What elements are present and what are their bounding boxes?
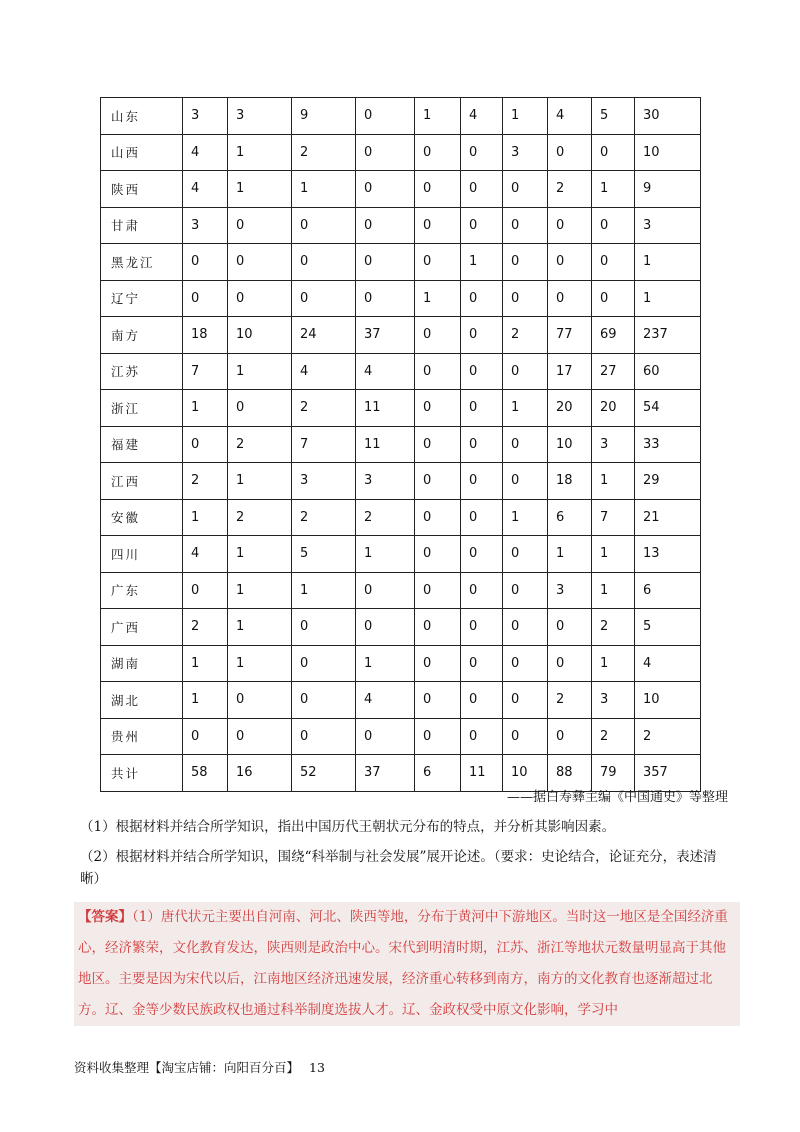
value-cell: 0: [461, 426, 503, 463]
value-cell: 0: [415, 353, 461, 390]
value-cell: 5: [292, 536, 356, 573]
value-cell: 0: [292, 682, 356, 719]
statistics-table: [100, 97, 701, 792]
value-cell: 1: [183, 499, 228, 536]
value-cell: 2: [183, 463, 228, 500]
value-cell: 1: [183, 645, 228, 682]
value-cell: 1: [503, 98, 548, 135]
table-row: [101, 682, 701, 719]
answer-text: （1）唐代状元主要出自河南、河北、陕西等地，分布于黄河中下游地区。当时这一地区是全国经济重心，经济繁荣，文化教育发达，陕西则是政治中心。宋代到明清时期，江苏、浙江等地状元数量明显高于其他地区。主要是因为宋代以后，江南地区经济迅速发展，经济重心转移到南方，南方的文化教育也逐渐超过北方。辽、金等少数民族政权也通过科举制度选拔人才。辽、金政权受中原文化影响，学习中: [78, 909, 728, 1018]
value-cell: 0: [356, 98, 415, 135]
value-cell: 0: [548, 609, 592, 646]
value-cell: 0: [503, 572, 548, 609]
value-cell: 0: [503, 244, 548, 281]
region-cell: 贵州: [101, 718, 183, 755]
value-cell: 5: [635, 609, 701, 646]
value-cell: 27: [592, 353, 635, 390]
region-cell: 广东: [101, 572, 183, 609]
value-cell: 11: [356, 390, 415, 427]
table-row: [101, 317, 701, 354]
region-cell: 四川: [101, 536, 183, 573]
value-cell: 4: [183, 536, 228, 573]
value-cell: 10: [635, 134, 701, 171]
value-cell: 0: [228, 244, 292, 281]
value-cell: 6: [635, 572, 701, 609]
value-cell: 1: [228, 536, 292, 573]
region-cell: 浙江: [101, 390, 183, 427]
value-cell: 0: [548, 645, 592, 682]
value-cell: 1: [292, 171, 356, 208]
value-cell: 0: [356, 244, 415, 281]
value-cell: 33: [635, 426, 701, 463]
value-cell: 0: [292, 718, 356, 755]
value-cell: 0: [292, 207, 356, 244]
question-1: （1）根据材料并结合所学知识，指出中国历代王朝状元分布的特点，并分析其影响因素。: [80, 819, 616, 835]
value-cell: 6: [548, 499, 592, 536]
value-cell: 1: [503, 499, 548, 536]
value-cell: 0: [415, 536, 461, 573]
value-cell: 0: [461, 718, 503, 755]
value-cell: 0: [183, 426, 228, 463]
region-cell: 南方: [101, 317, 183, 354]
value-cell: 0: [183, 718, 228, 755]
value-cell: 0: [415, 317, 461, 354]
value-cell: 0: [503, 536, 548, 573]
value-cell: 4: [183, 171, 228, 208]
value-cell: 2: [228, 426, 292, 463]
region-cell: 陕西: [101, 171, 183, 208]
value-cell: 0: [461, 682, 503, 719]
value-cell: 0: [415, 134, 461, 171]
value-cell: 77: [548, 317, 592, 354]
value-cell: 0: [503, 718, 548, 755]
value-cell: 0: [228, 682, 292, 719]
value-cell: 60: [635, 353, 701, 390]
value-cell: 0: [415, 390, 461, 427]
value-cell: 1: [356, 536, 415, 573]
value-cell: 0: [228, 280, 292, 317]
value-cell: 0: [415, 171, 461, 208]
table-body: [101, 98, 701, 792]
value-cell: 0: [461, 171, 503, 208]
value-cell: 10: [503, 755, 548, 792]
value-cell: 2: [635, 718, 701, 755]
value-cell: 1: [292, 572, 356, 609]
value-cell: 2: [183, 609, 228, 646]
region-cell: 福建: [101, 426, 183, 463]
value-cell: 1: [635, 244, 701, 281]
value-cell: 0: [415, 463, 461, 500]
value-cell: 2: [292, 134, 356, 171]
value-cell: 0: [592, 134, 635, 171]
value-cell: 7: [592, 499, 635, 536]
value-cell: 0: [503, 280, 548, 317]
value-cell: 3: [183, 207, 228, 244]
region-cell: 江西: [101, 463, 183, 500]
table-row: [101, 426, 701, 463]
value-cell: 1: [228, 171, 292, 208]
value-cell: 0: [356, 280, 415, 317]
value-cell: 0: [548, 207, 592, 244]
value-cell: 357: [635, 755, 701, 792]
value-cell: 0: [503, 609, 548, 646]
value-cell: 0: [356, 572, 415, 609]
value-cell: 0: [503, 171, 548, 208]
value-cell: 3: [592, 426, 635, 463]
value-cell: 11: [356, 426, 415, 463]
value-cell: 0: [415, 426, 461, 463]
value-cell: 5: [592, 98, 635, 135]
region-cell: 山西: [101, 134, 183, 171]
value-cell: 1: [228, 134, 292, 171]
value-cell: 2: [503, 317, 548, 354]
value-cell: 0: [503, 426, 548, 463]
value-cell: 0: [183, 244, 228, 281]
value-cell: 0: [548, 244, 592, 281]
value-cell: 237: [635, 317, 701, 354]
region-cell: 湖北: [101, 682, 183, 719]
value-cell: 0: [356, 718, 415, 755]
value-cell: 0: [415, 682, 461, 719]
page-number: 13: [309, 1060, 325, 1075]
value-cell: 0: [503, 463, 548, 500]
region-cell: 黑龙江: [101, 244, 183, 281]
value-cell: 2: [548, 682, 592, 719]
value-cell: 0: [592, 244, 635, 281]
page-footer: [74, 1058, 325, 1076]
footer-text: 资料收集整理【淘宝店铺：向阳百分百】: [74, 1060, 300, 1075]
value-cell: 69: [592, 317, 635, 354]
value-cell: 0: [461, 609, 503, 646]
value-cell: 1: [592, 171, 635, 208]
value-cell: 9: [635, 171, 701, 208]
value-cell: 0: [461, 280, 503, 317]
value-cell: 0: [292, 645, 356, 682]
value-cell: 0: [356, 171, 415, 208]
value-cell: 0: [415, 207, 461, 244]
value-cell: 1: [592, 572, 635, 609]
value-cell: 10: [635, 682, 701, 719]
value-cell: 0: [415, 645, 461, 682]
value-cell: 1: [548, 536, 592, 573]
value-cell: 37: [356, 755, 415, 792]
value-cell: 0: [292, 280, 356, 317]
value-cell: 6: [415, 755, 461, 792]
value-cell: 0: [415, 244, 461, 281]
value-cell: 0: [228, 390, 292, 427]
value-cell: 4: [548, 98, 592, 135]
value-cell: 0: [183, 572, 228, 609]
value-cell: 11: [461, 755, 503, 792]
value-cell: 0: [592, 280, 635, 317]
value-cell: 4: [356, 353, 415, 390]
value-cell: 0: [503, 682, 548, 719]
table-row: [101, 98, 701, 135]
table-row: [101, 645, 701, 682]
region-cell: 江苏: [101, 353, 183, 390]
value-cell: 0: [461, 572, 503, 609]
value-cell: 18: [548, 463, 592, 500]
value-cell: 0: [461, 645, 503, 682]
value-cell: 1: [228, 645, 292, 682]
value-cell: 2: [548, 171, 592, 208]
value-cell: 1: [415, 98, 461, 135]
value-cell: 1: [228, 572, 292, 609]
value-cell: 3: [503, 134, 548, 171]
value-cell: 3: [292, 463, 356, 500]
value-cell: 0: [503, 353, 548, 390]
value-cell: 4: [183, 134, 228, 171]
value-cell: 0: [592, 207, 635, 244]
value-cell: 0: [356, 134, 415, 171]
value-cell: 17: [548, 353, 592, 390]
value-cell: 1: [228, 353, 292, 390]
table-row: [101, 280, 701, 317]
value-cell: 24: [292, 317, 356, 354]
value-cell: 88: [548, 755, 592, 792]
value-cell: 0: [461, 317, 503, 354]
answer-block: [74, 902, 740, 1026]
value-cell: 29: [635, 463, 701, 500]
value-cell: 0: [461, 463, 503, 500]
value-cell: 20: [592, 390, 635, 427]
value-cell: 1: [592, 463, 635, 500]
region-cell: 安徽: [101, 499, 183, 536]
value-cell: 0: [503, 645, 548, 682]
table-row: [101, 609, 701, 646]
value-cell: 1: [356, 645, 415, 682]
value-cell: 3: [635, 207, 701, 244]
value-cell: 0: [461, 499, 503, 536]
value-cell: 0: [415, 609, 461, 646]
region-cell: 山东: [101, 98, 183, 135]
value-cell: 0: [503, 207, 548, 244]
region-cell: 共计: [101, 755, 183, 792]
value-cell: 3: [228, 98, 292, 135]
value-cell: 2: [292, 390, 356, 427]
value-cell: 1: [415, 280, 461, 317]
value-cell: 1: [461, 244, 503, 281]
value-cell: 0: [183, 280, 228, 317]
value-cell: 1: [183, 390, 228, 427]
value-cell: 1: [228, 609, 292, 646]
value-cell: 79: [592, 755, 635, 792]
value-cell: 0: [461, 353, 503, 390]
value-cell: 2: [228, 499, 292, 536]
table-row: [101, 572, 701, 609]
value-cell: 13: [635, 536, 701, 573]
table-row: [101, 718, 701, 755]
value-cell: 10: [228, 317, 292, 354]
value-cell: 3: [548, 572, 592, 609]
value-cell: 16: [228, 755, 292, 792]
value-cell: 2: [356, 499, 415, 536]
value-cell: 0: [548, 280, 592, 317]
value-cell: 0: [356, 207, 415, 244]
value-cell: 0: [548, 718, 592, 755]
value-cell: 52: [292, 755, 356, 792]
value-cell: 0: [415, 718, 461, 755]
table-row: [101, 134, 701, 171]
value-cell: 37: [356, 317, 415, 354]
question-2: （2）根据材料并结合所学知识，围绕“科举制与社会发展”展开论述。（要求：史论结合，论证充分，表述清晰）: [80, 849, 717, 887]
value-cell: 2: [592, 609, 635, 646]
region-cell: 湖南: [101, 645, 183, 682]
value-cell: 7: [292, 426, 356, 463]
value-cell: 3: [183, 98, 228, 135]
value-cell: 1: [592, 536, 635, 573]
table-row: [101, 463, 701, 500]
value-cell: 0: [461, 390, 503, 427]
table-row: [101, 536, 701, 573]
value-cell: 1: [592, 645, 635, 682]
value-cell: 0: [461, 536, 503, 573]
value-cell: 4: [461, 98, 503, 135]
table-row: [101, 353, 701, 390]
value-cell: 10: [548, 426, 592, 463]
value-cell: 20: [548, 390, 592, 427]
value-cell: 1: [503, 390, 548, 427]
table-row: [101, 207, 701, 244]
value-cell: 0: [228, 718, 292, 755]
value-cell: 1: [183, 682, 228, 719]
value-cell: 4: [356, 682, 415, 719]
value-cell: 9: [292, 98, 356, 135]
value-cell: 0: [292, 609, 356, 646]
value-cell: 1: [228, 463, 292, 500]
region-cell: 辽宁: [101, 280, 183, 317]
value-cell: 30: [635, 98, 701, 135]
source-citation: ——据白寿彝主编《中国通史》等整理: [506, 790, 728, 805]
value-cell: 54: [635, 390, 701, 427]
value-cell: 58: [183, 755, 228, 792]
value-cell: 21: [635, 499, 701, 536]
value-cell: 0: [548, 134, 592, 171]
value-cell: 0: [415, 572, 461, 609]
table-row: [101, 499, 701, 536]
value-cell: 0: [292, 244, 356, 281]
value-cell: 3: [592, 682, 635, 719]
table-row: [101, 171, 701, 208]
value-cell: 4: [292, 353, 356, 390]
value-cell: 7: [183, 353, 228, 390]
value-cell: 0: [228, 207, 292, 244]
value-cell: 1: [635, 280, 701, 317]
value-cell: 2: [292, 499, 356, 536]
value-cell: 3: [356, 463, 415, 500]
region-cell: 甘肃: [101, 207, 183, 244]
region-cell: 广西: [101, 609, 183, 646]
answer-tag: 【答案】: [78, 909, 132, 925]
value-cell: 0: [461, 134, 503, 171]
value-cell: 0: [356, 609, 415, 646]
value-cell: 18: [183, 317, 228, 354]
table-row: [101, 390, 701, 427]
value-cell: 2: [592, 718, 635, 755]
value-cell: 4: [635, 645, 701, 682]
table-row: [101, 244, 701, 281]
value-cell: 0: [461, 207, 503, 244]
value-cell: 0: [415, 499, 461, 536]
